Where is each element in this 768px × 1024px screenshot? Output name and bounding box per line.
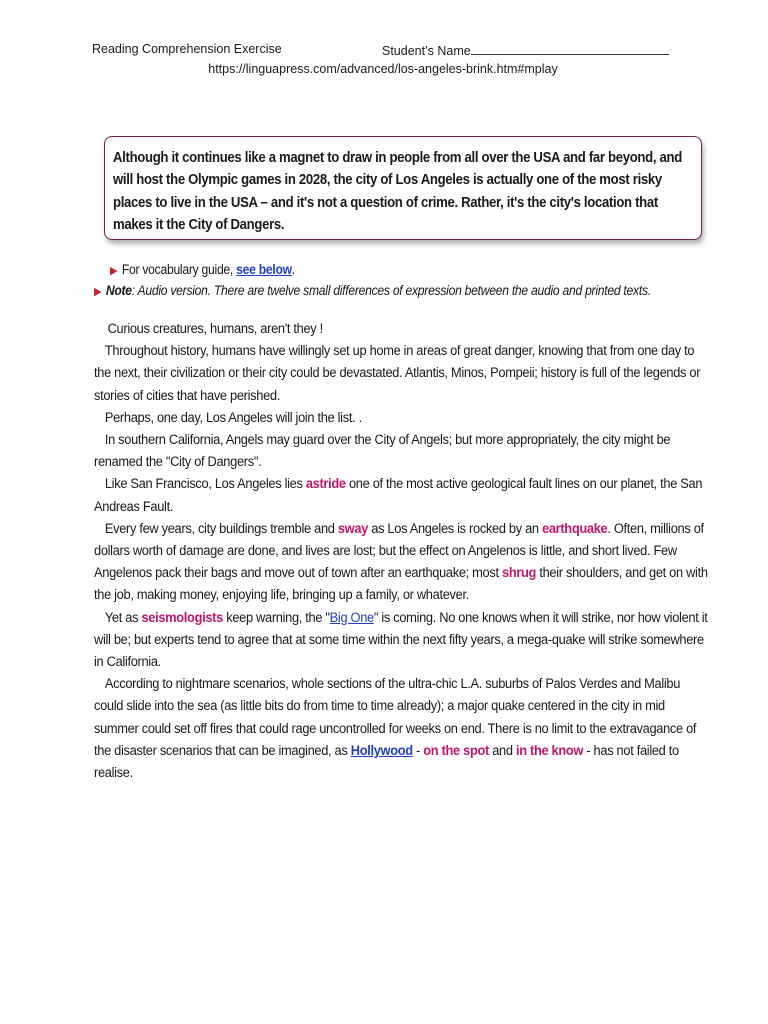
vocab-in-the-know: in the know (515, 742, 584, 759)
vocab-on-the-spot: on the spot (423, 742, 489, 759)
hollywood-link[interactable]: Hollywood (350, 742, 413, 759)
vocab-prefix: For vocabulary guide, (121, 262, 237, 277)
triangle-bullet-icon: ▶ (110, 265, 118, 277)
para2-a: In southern California, Angels may guard over the City of Angels; but more appropriately, the city might be renamed the "City of Dangers". (94, 432, 671, 471)
see-below-link[interactable]: see below (236, 262, 292, 277)
student-name-label: Student’s Name (382, 44, 471, 58)
para2-e: According to nightmare scenarios, whole sections of the ultra-chic L.A. suburbs of Palos Verdes and Malibu could slide into the sea (as little bits do from time to time already); a major quake centered in the city in mid summer could set off fires that could rage uncontrolled for weeks on end. There is no limit to the extravagance of the disaster scenarios that can be imagined, as Hollywood - on the spot and in the know - has not failed to realise. (94, 676, 697, 782)
big-one-link[interactable]: Big One (329, 609, 374, 626)
source-url (0, 62, 768, 76)
student-name-field (382, 42, 669, 58)
vocab-sway: sway (337, 520, 368, 537)
para2-d: Yet as seismologists keep warning, the "Big One" is coming. No one knows when it will strike, nor how violent it will be; but experts tend to agree that at some time within the next fifty years, a mega-quake will strike somewhere in California. (94, 609, 708, 671)
exercise-title: Reading Comprehension Exercise (92, 42, 282, 56)
vocab-shrug: shrug (501, 565, 537, 582)
paragraph-2 (94, 429, 709, 784)
intro-box (104, 136, 702, 240)
student-name-blank (471, 42, 669, 55)
intro-text: Although it continues like a magnet to draw in people from all over the USA and far beyond, and will host the Olympic games in 2028, the city of Los Angeles is actually one of the most risky places to live in the USA – and it's not a question of crime. Rather, it's the city's location that makes it the City of Dangers. (113, 150, 682, 233)
para1-line1: Curious creatures, humans, aren't they ! (107, 321, 323, 337)
vocab-guide-line (110, 262, 295, 277)
vocab-seismologists: seismologists (141, 609, 223, 626)
note-line (94, 283, 651, 298)
para1-line2: Throughout history, humans have willingly set up home in areas of great danger, knowing that from one day to the next, their civilization or their city could be devastated. Atlantis, Minos, Pompeii; history is full of the legends or stories of cities that have perished. (94, 343, 701, 404)
vocab-astride: astride (305, 476, 346, 493)
source-url-text: https://linguapress.com/advanced/los-angeles-brink.htm#mplay (208, 62, 558, 76)
para1-line3: Perhaps, one day, Los Angeles will join the list. . (104, 409, 362, 426)
triangle-bullet-icon: ▶ (94, 286, 102, 298)
note-label: Note (105, 283, 132, 298)
vocab-suffix: . (291, 262, 295, 277)
header-row (0, 42, 768, 60)
para2-c: Every few years, city buildings tremble and sway as Los Angeles is rocked by an earthquake. Often, millions of dollars worth of damage are done, and lives are lost; but the effect on Angelenos is little, and short lived. Few Angelenos pack their bags and move out of town after an earthquake; most shrug their shoulders, and get on with the job, making money, enjoying life, bringing up a family, or whatever. (94, 520, 708, 604)
vocab-earthquake: earthquake (542, 520, 608, 537)
note-text: : Audio version. There are twelve small differences of expression between the audio and printed texts. (131, 283, 651, 298)
para2-b: Like San Francisco, Los Angeles lies astride one of the most active geological fault lines on our planet, the San Andreas Fault. (94, 476, 703, 515)
paragraph-1 (94, 318, 709, 429)
